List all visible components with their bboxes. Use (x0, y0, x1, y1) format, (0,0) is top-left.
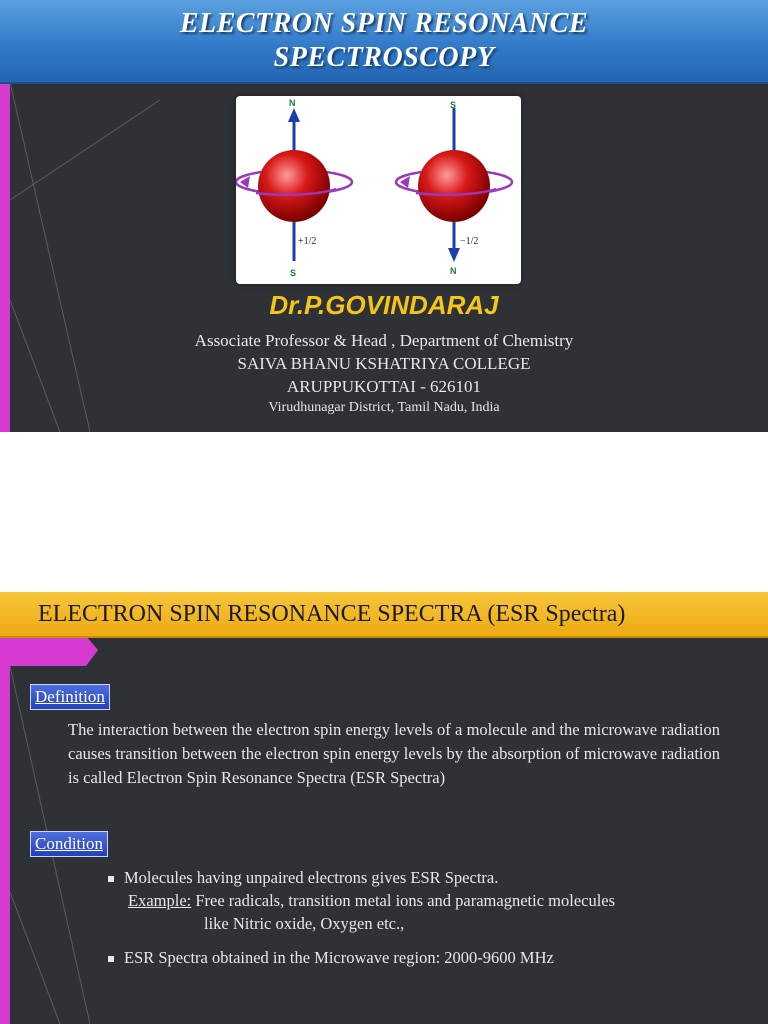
electron-spin-diagram (236, 96, 521, 284)
title-line-2: SPECTROSCOPY (273, 42, 495, 73)
bullet-item (108, 866, 498, 890)
bullet-icon (108, 876, 114, 882)
north-pole-label: N (289, 98, 296, 108)
example-continuation: like Nitric oxide, Oxygen etc., (204, 914, 405, 933)
title-banner (0, 592, 768, 638)
spin-quantum-plus: +1/2 (298, 236, 317, 247)
title-banner (0, 0, 768, 84)
definition-text: The interaction between the electron spin energy levels of a molecule and the microwave radiation causes transition between the electron spin energy levels by the absorption of microwave radiation is called Electron Spin Resonance Spectra (ESR Spectra) (68, 720, 720, 787)
author-name: Dr.P.GOVINDARAJ (269, 290, 499, 320)
north-pole-label: N (450, 266, 457, 276)
affiliation-position: Associate Professor & Head , Department of Chemistry (194, 331, 574, 350)
definition-label: Definition (30, 684, 110, 710)
title-slide (0, 0, 768, 432)
bullet-item (108, 946, 554, 970)
spin-up-electron (236, 98, 352, 278)
title-line-1: ELECTRON SPIN RESONANCE (179, 8, 589, 39)
example-line (128, 889, 615, 913)
south-pole-label: S (450, 100, 457, 110)
example-text: Free radicals, transition metal ions and paramagnetic molecules (195, 891, 616, 910)
spin-down-electron (396, 100, 512, 276)
example-label: Example: (128, 891, 192, 910)
bullet-text: ESR Spectra obtained in the Microwave region: 2000-9600 MHz (124, 948, 554, 967)
affiliation-college: SAIVA BHANU KSHATRIYA COLLEGE (237, 354, 531, 373)
bullet-icon (108, 956, 114, 962)
affiliation-district: Virudhunagar District, Tamil Nadu, India (268, 400, 500, 415)
condition-label: Condition (30, 831, 108, 857)
spin-quantum-minus: −1/2 (460, 236, 479, 247)
definition-slide (0, 592, 768, 1024)
bullet-text: Molecules having unpaired electrons gives ESR Spectra. (124, 868, 499, 887)
affiliation-town: ARUPPUKOTTAI - 626101 (286, 377, 482, 396)
south-pole-label: S (290, 268, 297, 278)
slide-title: ELECTRON SPIN RESONANCE SPECTRA (ESR Spectra) (38, 600, 626, 627)
